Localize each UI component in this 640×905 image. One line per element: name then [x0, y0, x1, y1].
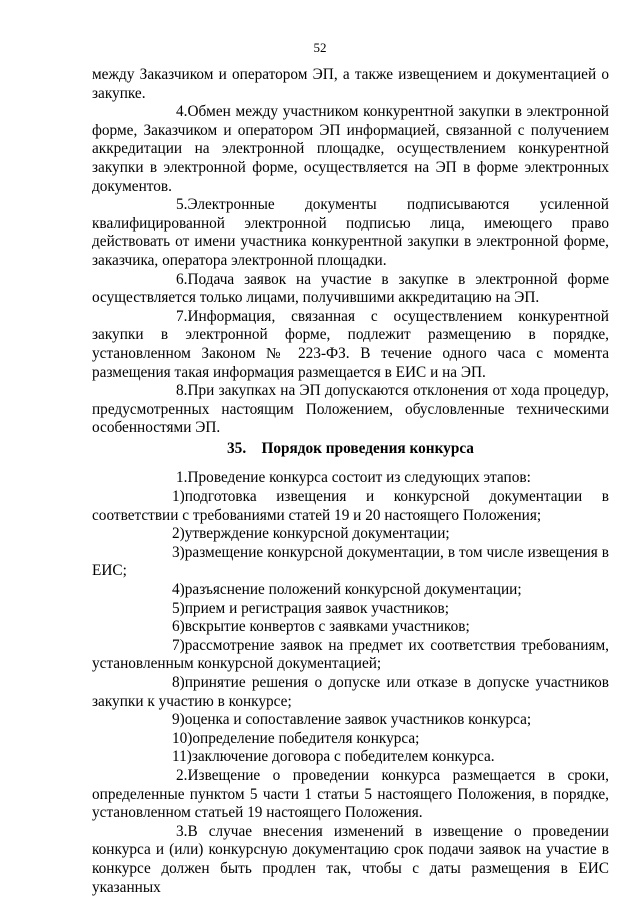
paragraph-item-6 — [92, 271, 609, 308]
item-number: 1. — [176, 469, 188, 487]
stage-text: оценка и сопоставление заявок участников конкурса; — [184, 711, 532, 729]
paragraph-item-5 — [92, 196, 609, 270]
item-text: В случае внесения изменений в извещение о проведении конкурса и (или) конкурсную документацию срок подачи заявок на участие в конкурсе должен быть продлен так, чтобы с даты размещения в ЕИС указанных — [92, 822, 609, 896]
stage-item-4 — [92, 581, 609, 600]
stage-item-8 — [92, 674, 609, 711]
stage-item-11 — [92, 748, 609, 767]
item-text: Извещение о проведении конкурса размещается в сроки, определенные пунктом 5 части 1 статьи 5 настоящего Положения, в порядке, установленном статьей 19 настоящего Положения. — [92, 766, 609, 822]
item-number: 6. — [176, 270, 188, 288]
item-number: 8. — [176, 382, 188, 400]
stage-number: 8) — [172, 674, 185, 691]
item-text: Проведение конкурса состоит из следующих этапов: — [187, 469, 531, 487]
stage-text: принятие решения о допуске или отказе в допуске участников закупки к участию в конкурсе; — [92, 674, 609, 710]
paragraph-item-7 — [92, 308, 609, 382]
stages-block — [92, 469, 609, 767]
stage-item-6 — [92, 618, 609, 637]
stage-text: размещение конкурсной документации, в том числе извещения в ЕИС; — [92, 543, 609, 580]
stage-item-2 — [92, 525, 609, 544]
paragraph-item-2 — [92, 767, 609, 823]
stage-text: разъяснение положений конкурсной документации; — [184, 581, 522, 599]
stage-number: 4) — [172, 581, 185, 599]
stage-text: заключение договора с победителем конкурса. — [191, 748, 495, 766]
stage-item-3 — [92, 544, 609, 581]
stage-number: 3) — [172, 543, 185, 561]
stage-number: 1) — [172, 488, 185, 506]
stage-item-10 — [92, 730, 609, 749]
item-number: 4. — [176, 103, 188, 121]
intro-paragraph: между Заказчиком и оператором ЭП, а также извещением и документацией о закупке. — [92, 66, 609, 102]
stage-item-5 — [92, 600, 609, 619]
section-heading: 35. Порядок проведения конкурса — [227, 439, 474, 457]
page-body — [92, 66, 609, 897]
stages-lead — [92, 469, 609, 488]
paragraph-item-8 — [92, 382, 609, 438]
paragraph-item-4 — [92, 103, 609, 196]
stage-item-1 — [92, 488, 609, 525]
item-text: При закупках на ЭП допускаются отклонения от хода процедур, предусмотренных настоящим Положением, обусловленные техническими особенностями ЭП. — [92, 382, 609, 437]
numbered-items-bottom — [92, 767, 609, 897]
stage-number: 10) — [172, 729, 193, 747]
item-number: 7. — [176, 307, 188, 325]
item-text: Электронные документы подписываются усиленной квалифицированной электронной подписью лица, имеющего право действовать от имени участника конкурентной закупки в электронной форме, заказчика, оператора электронной площадки. — [92, 196, 609, 269]
stage-text: подготовка извещения и конкурсной документации в соответствии с требованиями статей 19 и 20 настоящего Положения; — [92, 488, 609, 524]
stage-number: 2) — [172, 525, 185, 543]
stage-number: 5) — [172, 599, 185, 617]
stage-number: 9) — [172, 711, 185, 729]
stage-text: рассмотрение заявок на предмет их соответствия требованиям, установленным конкурсной документацией; — [92, 636, 609, 673]
paragraph-item-3 — [92, 823, 609, 897]
stage-number: 7) — [172, 636, 185, 654]
stage-text: утверждение конкурсной документации; — [184, 525, 450, 543]
numbered-items-top — [92, 103, 609, 438]
stage-number: 6) — [172, 618, 185, 636]
item-text: Подача заявок на участие в закупке в электронной форме осуществляется только лицами, получившими аккредитацию на ЭП. — [92, 270, 609, 307]
item-number: 3. — [176, 822, 188, 840]
stage-text: прием и регистрация заявок участников; — [184, 599, 449, 617]
page-number: 52 — [313, 40, 327, 55]
stage-number: 11) — [172, 748, 192, 766]
stage-text: определение победителя конкурса; — [192, 729, 420, 747]
stage-item-7 — [92, 637, 609, 674]
stage-text: вскрытие конвертов с заявками участников; — [184, 618, 470, 636]
item-number: 2. — [176, 766, 188, 784]
item-number: 5. — [176, 196, 188, 214]
item-text: Обмен между участником конкурентной закупки в электронной форме, Заказчиком и оператором ЭП информацией, связанной с получением аккредитации на электронной площадке, осуществлением конкурентной закупки в электронной форме, осуществляется на ЭП в форме электронных документов. — [92, 103, 609, 195]
stage-item-9 — [92, 711, 609, 730]
item-text: Информация, связанная с осуществлением конкурентной закупки в электронной форме, подлежит размещению в порядке, установленном Законом № 223-ФЗ. В течение одного часа с момента размещения такая информация размещается в ЕИС и на ЭП. — [92, 307, 609, 381]
